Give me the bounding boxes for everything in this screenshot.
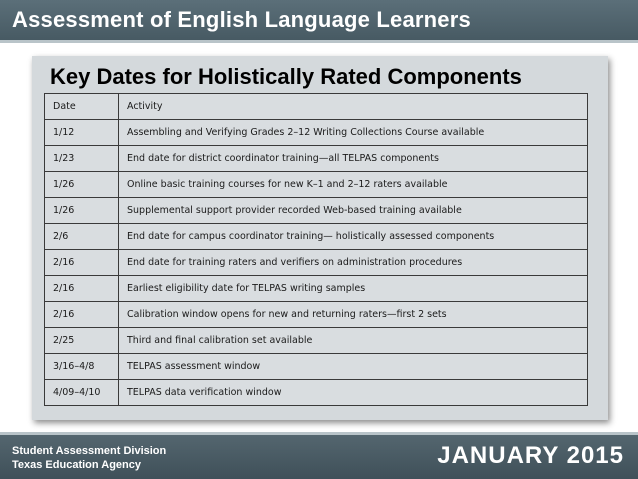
column-header-date: Date: [45, 94, 119, 120]
footer-division: Student Assessment Division: [12, 445, 167, 457]
table-row: [45, 302, 588, 328]
panel-title: Key Dates for Holistically Rated Components: [50, 64, 522, 89]
date-cell: 3/16–4/8: [45, 354, 119, 380]
table-row: [45, 276, 588, 302]
key-dates-table: [44, 93, 588, 406]
footer-date: JANUARY 2015: [437, 442, 624, 469]
table-row: [45, 172, 588, 198]
activity-cell: End date for training raters and verifiers on administration procedures: [119, 250, 588, 276]
date-cell: 4/09–4/10: [45, 380, 119, 406]
table-row: [45, 354, 588, 380]
table-row: [45, 380, 588, 406]
footer-organization: [12, 444, 166, 472]
table-row: [45, 146, 588, 172]
activity-cell: TELPAS assessment window: [119, 354, 588, 380]
date-cell: 2/16: [45, 276, 119, 302]
footer-bar: [0, 432, 638, 479]
date-cell: 1/12: [45, 120, 119, 146]
table-row: [45, 224, 588, 250]
table-header-row: [45, 94, 588, 120]
column-header-activity: Activity: [119, 94, 588, 120]
activity-cell: Third and final calibration set available: [119, 328, 588, 354]
date-cell: 2/25: [45, 328, 119, 354]
activity-cell: Earliest eligibility date for TELPAS writing samples: [119, 276, 588, 302]
header-bar: [0, 0, 638, 43]
table-row: [45, 198, 588, 224]
activity-cell: Assembling and Verifying Grades 2–12 Writing Collections Course available: [119, 120, 588, 146]
date-cell: 2/16: [45, 302, 119, 328]
activity-cell: Calibration window opens for new and returning raters—first 2 sets: [119, 302, 588, 328]
date-cell: 2/16: [45, 250, 119, 276]
activity-cell: Online basic training courses for new K–1 and 2–12 raters available: [119, 172, 588, 198]
date-cell: 1/26: [45, 198, 119, 224]
activity-cell: End date for campus coordinator training— holistically assessed components: [119, 224, 588, 250]
date-cell: 1/26: [45, 172, 119, 198]
activity-cell: End date for district coordinator training—all TELPAS components: [119, 146, 588, 172]
date-cell: 1/23: [45, 146, 119, 172]
table-row: [45, 328, 588, 354]
activity-cell: Supplemental support provider recorded Web-based training available: [119, 198, 588, 224]
date-cell: 2/6: [45, 224, 119, 250]
slide-title: Assessment of English Language Learners: [12, 7, 471, 32]
table-row: [45, 120, 588, 146]
table-row: [45, 250, 588, 276]
footer-agency: Texas Education Agency: [12, 459, 141, 471]
activity-cell: TELPAS data verification window: [119, 380, 588, 406]
